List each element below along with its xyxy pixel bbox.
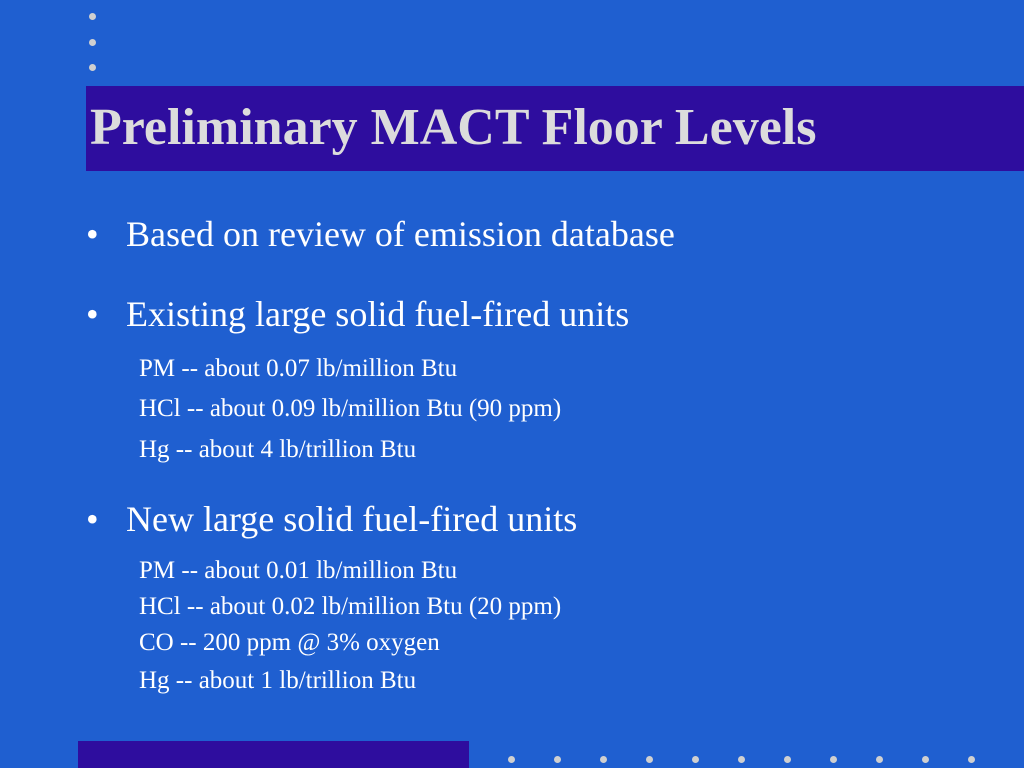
sub-item: PM -- about 0.01 lb/million Btu [139,557,458,584]
footer-band [78,741,469,768]
bullet-text: New large solid fuel-fired units [126,499,578,539]
bullet-item [86,497,577,541]
decorative-dot [738,756,745,763]
decorative-dot [876,756,883,763]
decorative-dot [968,756,975,763]
decorative-dot [922,756,929,763]
bullet-text: Based on review of emission database [126,214,675,254]
sub-item: HCl -- about 0.09 lb/million Btu (90 ppm) [139,395,562,422]
decorative-dot [784,756,791,763]
sub-item: HCl -- about 0.02 lb/million Btu (20 ppm) [139,593,562,620]
bullet-item [86,212,675,256]
decorative-dot [692,756,699,763]
decorative-dot [600,756,607,763]
decorative-dot [646,756,653,763]
decorative-dot [89,64,96,71]
bullet-text: Existing large solid fuel-fired units [126,294,630,334]
slide-title: Preliminary MACT Floor Levels [90,99,817,156]
decorative-dot [508,756,515,763]
sub-item: Hg -- about 4 lb/trillion Btu [139,436,417,463]
decorative-dot [830,756,837,763]
bullet-marker: • [86,294,99,334]
bullet-item [86,292,629,336]
bullet-marker: • [86,499,99,539]
sub-item: PM -- about 0.07 lb/million Btu [139,355,458,382]
decorative-dot [89,39,96,46]
sub-item: Hg -- about 1 lb/trillion Btu [139,667,417,694]
decorative-dot [554,756,561,763]
bullet-marker: • [86,214,99,254]
decorative-dot [89,13,96,20]
sub-item: CO -- 200 ppm @ 3% oxygen [139,629,440,656]
